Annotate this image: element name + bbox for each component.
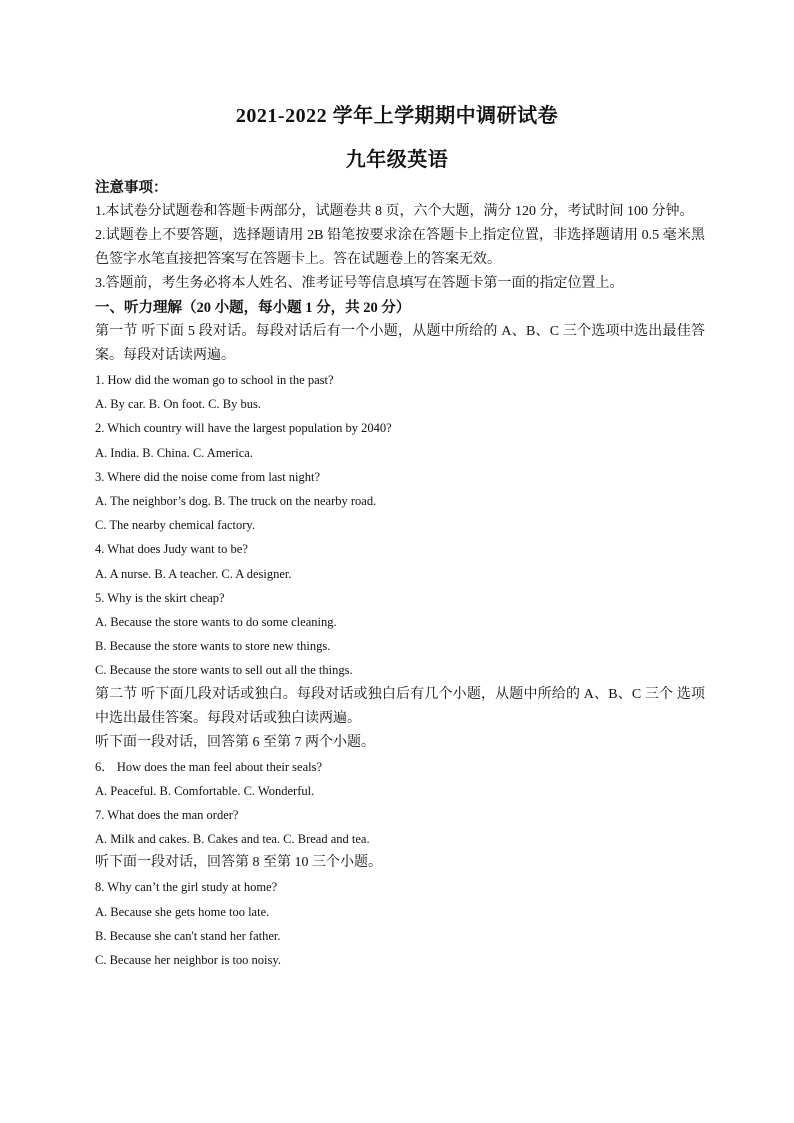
question-7-options: A. Milk and cakes. B. Cakes and tea. C. Bread and tea. [95,832,370,847]
dialog-2-intro: 听下面一段对话，回答第 8 至第 10 三个小题。 [95,855,382,871]
dialog-1-intro: 听下面一段对话，回答第 6 至第 7 两个小题。 [95,734,375,750]
part1-intro: 第一节 听下面 5 段对话。每段对话后有一个小题，从题中所给的 A、B、C 三个选项中选出最佳答案。每段对话读两遍。 [95,324,705,363]
question-4-options: A. A nurse. B. A teacher. C. A designer. [95,566,292,581]
question-5: 5. Why is the skirt cheap? [95,590,225,605]
question-5-option-a: A. Because the store wants to do some cleaning. [95,615,337,630]
note-item-3: 3.答题前，考生务必将本人姓名、准考证号等信息填写在答题卡第一面的指定位置上。 [95,276,624,291]
note-item-1: 1.本试卷分试题卷和答题卡两部分，试题卷共 8 页，六个大题，满分 120 分，考试时间 100 分钟。 [95,204,694,219]
question-8: 8. Why can’t the girl study at home? [95,880,278,895]
question-2: 2. Which country will have the largest population by 2040? [95,421,392,436]
section-heading-listening: 一、听力理解（20 小题，每小题 1 分，共 20 分） [95,300,411,316]
question-4: 4. What does Judy want to be? [95,542,248,557]
question-3-option-c: C. The nearby chemical factory. [95,518,255,533]
notes-heading: 注意事项： [95,180,168,196]
question-3-options-ab: A. The neighbor’s dog. B. The truck on the nearby road. [95,494,377,509]
note-item-2: 2.试题卷上不要答题，选择题请用 2B 铅笔按要求涂在答题卡上指定位置，非选择题请用 0.5 毫米黑色签字水笔直接把答案写在答题卡上。答在试题卷上的答案无效。 [95,228,705,267]
exam-subject: 九年级英语 [345,149,449,171]
question-1: 1. How did the woman go to school in the past? [95,373,334,387]
question-3: 3. Where did the noise come from last night? [95,469,321,484]
question-6: 6． How does the man feel about their seals? [95,759,323,774]
question-6-options: A. Peaceful. B. Comfortable. C. Wonderful. [95,783,315,798]
question-7: 7. What does the man order? [95,808,239,823]
question-1-options: A. By car. B. On foot. C. By bus. [95,397,261,412]
question-8-option-a: A. Because she gets home too late. [95,904,270,919]
part2-intro: 第二节 听下面几段对话或独白。每段对话或独白后有几个小题，从题中所给的 A、B、C 三个 选项中选出最佳答案。每段对话或独白读两遍。 [95,686,705,726]
exam-body [95,176,705,972]
question-8-option-c: C. Because her neighbor is too noisy. [95,953,281,968]
exam-title: 2021-2022 学年上学期期中调研试卷 [235,105,559,127]
question-5-option-b: B. Because the store wants to store new things. [95,639,331,654]
question-8-option-b: B. Because she can't stand her father. [95,928,281,943]
question-2-options: A. India. B. China. C. America. [95,445,253,460]
question-5-option-c: C. Because the store wants to sell out all the things. [95,663,353,678]
